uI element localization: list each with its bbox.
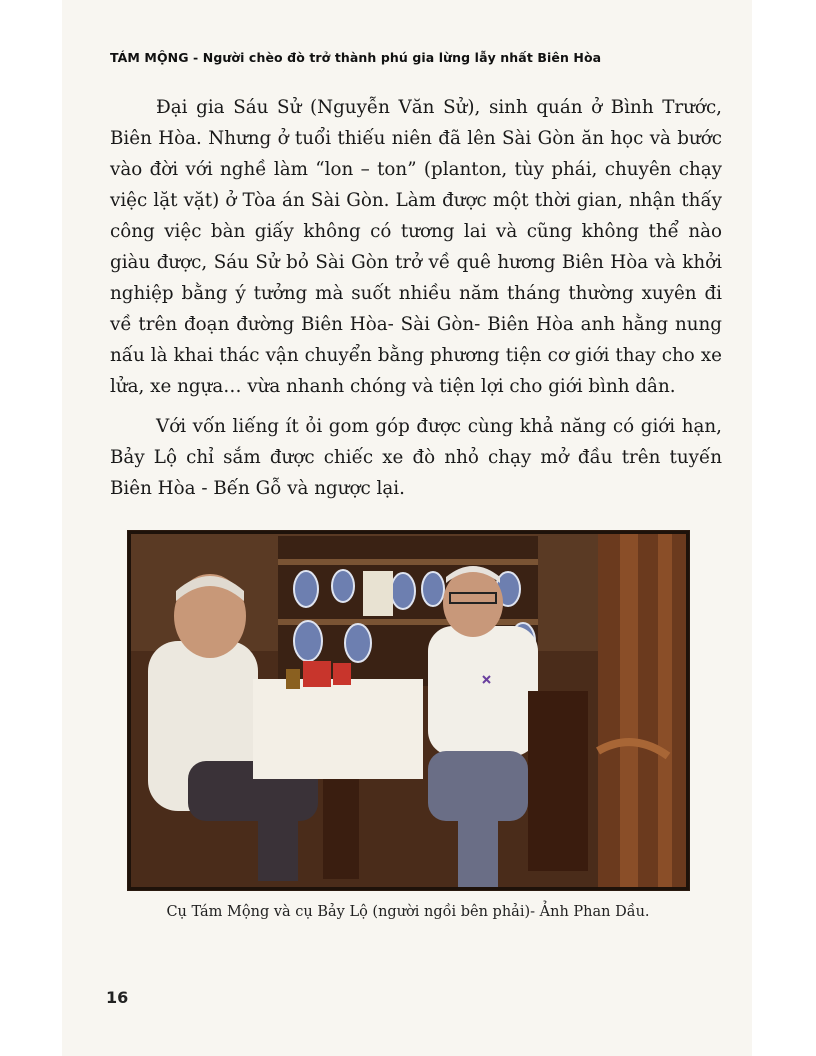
photograph (128, 531, 689, 890)
body-text (110, 92, 722, 513)
paragraph-1: Đại gia Sáu Sử (Nguyễn Văn Sử), sinh quán ở Bình Trước, Biên Hòa. Nhưng ở tuổi thiếu niên đã lên Sài Gòn ăn học và bước vào đời với nghề làm “lon – ton” (planton, tùy phái, chuyên chạy việc lặt vặt) ở Tòa án Sài Gòn. Làm được một thời gian, nhận thấy công việc bàn giấy không có tương lai và cũng không thể nào giàu được, Sáu Sử bỏ Sài Gòn trở về quê hương Biên Hòa và khởi nghiệp bằng ý tưởng mà suốt nhiều năm tháng thường xuyên đi về trên đoạn đường Biên Hòa- Sài Gòn- Biên Hòa anh hằng nung nấu là khai thác vận chuyển bằng phương tiện cơ giới thay cho xe lửa, xe ngựa… vừa nhanh chóng và tiện lợi cho giới bình dân. (110, 97, 722, 397)
photo-caption: Cụ Tám Mộng và cụ Bảy Lộ (người ngồi bên phải)- Ảnh Phan Dầu. (166, 904, 650, 920)
running-header: TÁM MỘNG - Người chèo đò trở thành phú gia lừng lẫy nhất Biên Hòa (110, 50, 602, 65)
paragraph-2: Với vốn liếng ít ỏi gom góp được cùng khả năng có giới hạn, Bảy Lộ chỉ sắm được chiếc xe đò nhỏ chạy mở đầu trên tuyến Biên Hòa - Bến Gỗ và ngược lại. (110, 416, 722, 499)
photo-illustration (128, 531, 689, 890)
page-number: 16 (106, 988, 129, 1007)
